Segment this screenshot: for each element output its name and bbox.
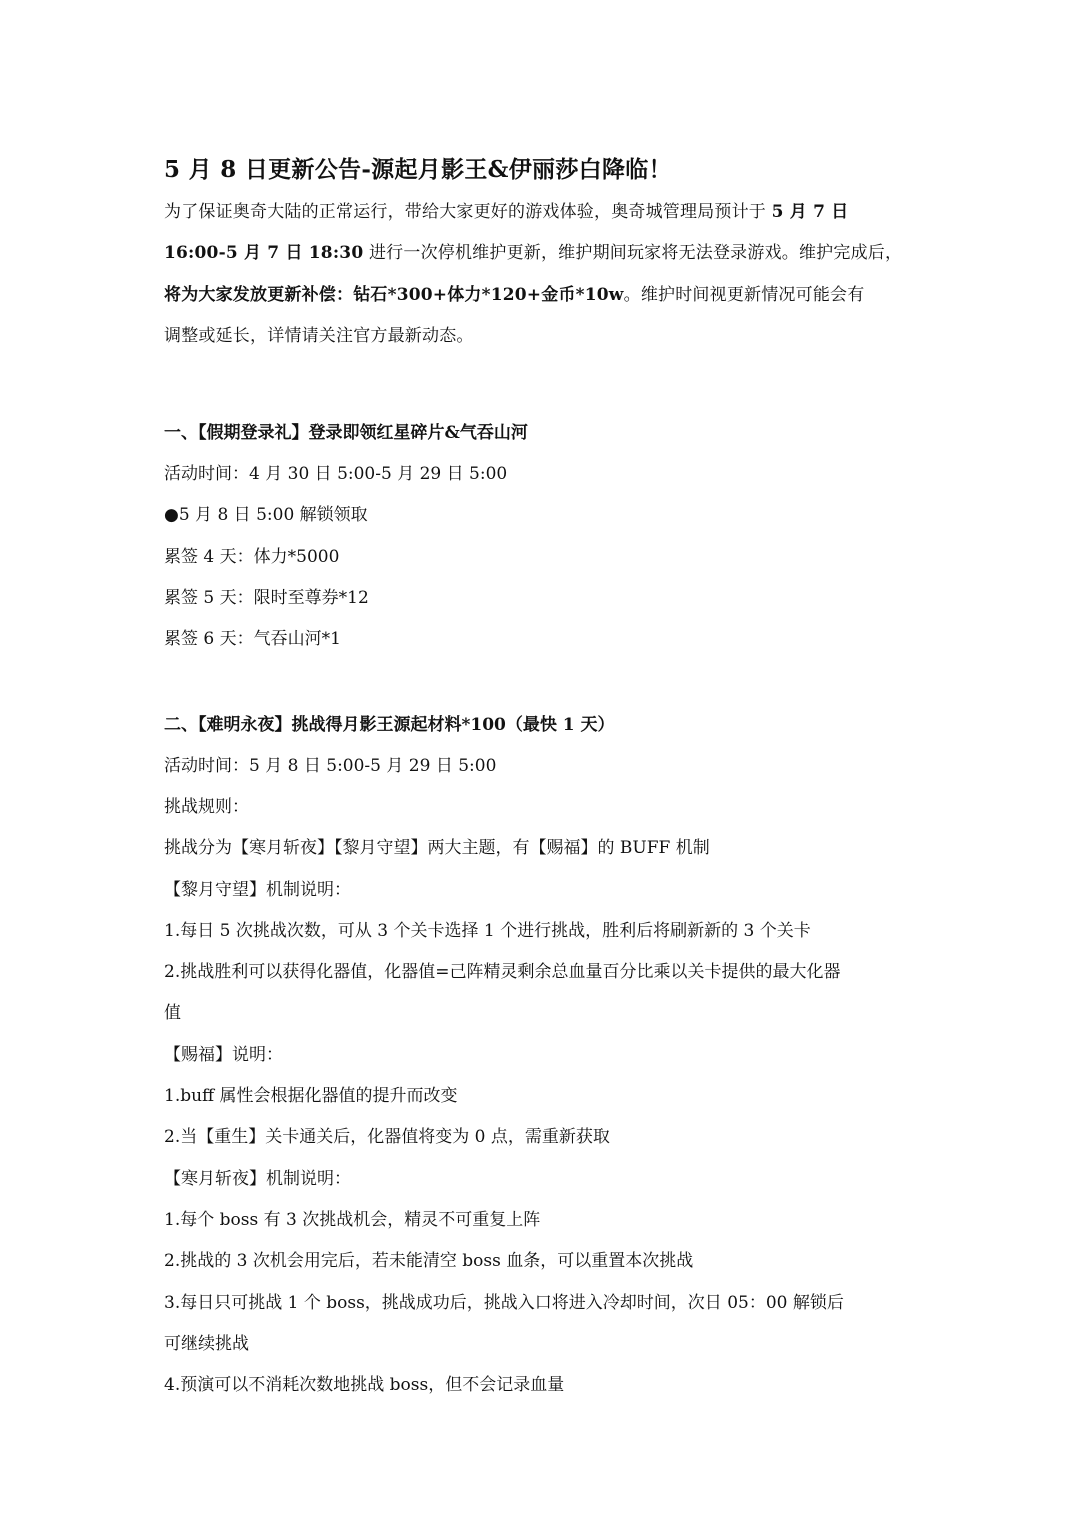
section-line: 累签 5 天：限时至尊券*12 — [164, 588, 369, 609]
intro-line-3: 将为大家发放更新补偿：钻石*300+体力*120+金币*10w。维护时间视更新情况可能会有 — [164, 284, 865, 305]
intro-paragraph — [164, 192, 924, 357]
section-line: 活动时间：4 月 30 日 5:00-5 月 29 日 5:00 — [164, 464, 508, 485]
section-line: 1.每个 boss 有 3 次挑战机会，精灵不可重复上阵 — [164, 1209, 541, 1230]
section-line: 可继续挑战 — [164, 1333, 249, 1354]
section-line: 挑战规则： — [164, 796, 249, 817]
section-line: 活动时间：5 月 8 日 5:00-5 月 29 日 5:00 — [164, 755, 497, 776]
section-holiday-login — [164, 413, 924, 660]
section-line: 1.每日 5 次挑战次数，可从 3 个关卡选择 1 个进行挑战，胜利后将刷新新的 3 个关卡 — [164, 920, 811, 941]
section-line: 3.每日只可挑战 1 个 boss，挑战成功后，挑战入口将进入冷却时间，次日 05：00 解锁后 — [164, 1292, 844, 1313]
intro-line-2: 16:00-5 月 7 日 18:30 进行一次停机维护更新，维护期间玩家将无法登录游戏。维护完成后， — [164, 243, 903, 264]
section-line: 2.当【重生】关卡通关后，化器值将变为 0 点，需重新获取 — [164, 1127, 610, 1148]
intro-line-1: 为了保证奥奇大陆的正常运行，带给大家更好的游戏体验，奥奇城管理局预计于 5 月 7 日 — [164, 202, 849, 222]
section-line: 2.挑战的 3 次机会用完后，若未能清空 boss 血条，可以重置本次挑战 — [164, 1251, 694, 1272]
page-title: 5 月 8 日更新公告-源起月影王&伊丽莎白降临！ — [164, 156, 672, 183]
section-line: ●5 月 8 日 5:00 解锁领取 — [164, 505, 368, 526]
section-heading: 一、【假期登录礼】登录即领红星碎片&气吞山河 — [164, 423, 528, 444]
announcement-document — [164, 148, 924, 1406]
section-endless-night — [164, 705, 924, 1407]
section-line: 累签 6 天：气吞山河*1 — [164, 629, 341, 650]
section-line: 值 — [164, 1003, 181, 1024]
section-line: 4.预演可以不消耗次数地挑战 boss，但不会记录血量 — [164, 1375, 565, 1396]
intro-line-4: 调整或延长，详情请关注官方最新动态。 — [164, 325, 474, 346]
section-line: 挑战分为【寒月斩夜】【黎月守望】两大主题，有【赐福】的 BUFF 机制 — [164, 838, 710, 859]
section-line: 1.buff 属性会根据化器值的提升而改变 — [164, 1086, 458, 1107]
section-line: 【赐福】说明： — [164, 1044, 283, 1065]
section-line: 【寒月斩夜】机制说明： — [164, 1168, 351, 1189]
section-line: 2.挑战胜利可以获得化器值，化器值=己阵精灵剩余总血量百分比乘以关卡提供的最大化器 — [164, 962, 841, 983]
section-heading: 二、【难明永夜】挑战得月影王源起材料*100（最快 1 天） — [164, 714, 615, 735]
section-line: 累签 4 天：体力*5000 — [164, 546, 340, 567]
section-line: 【黎月守望】机制说明： — [164, 879, 351, 900]
